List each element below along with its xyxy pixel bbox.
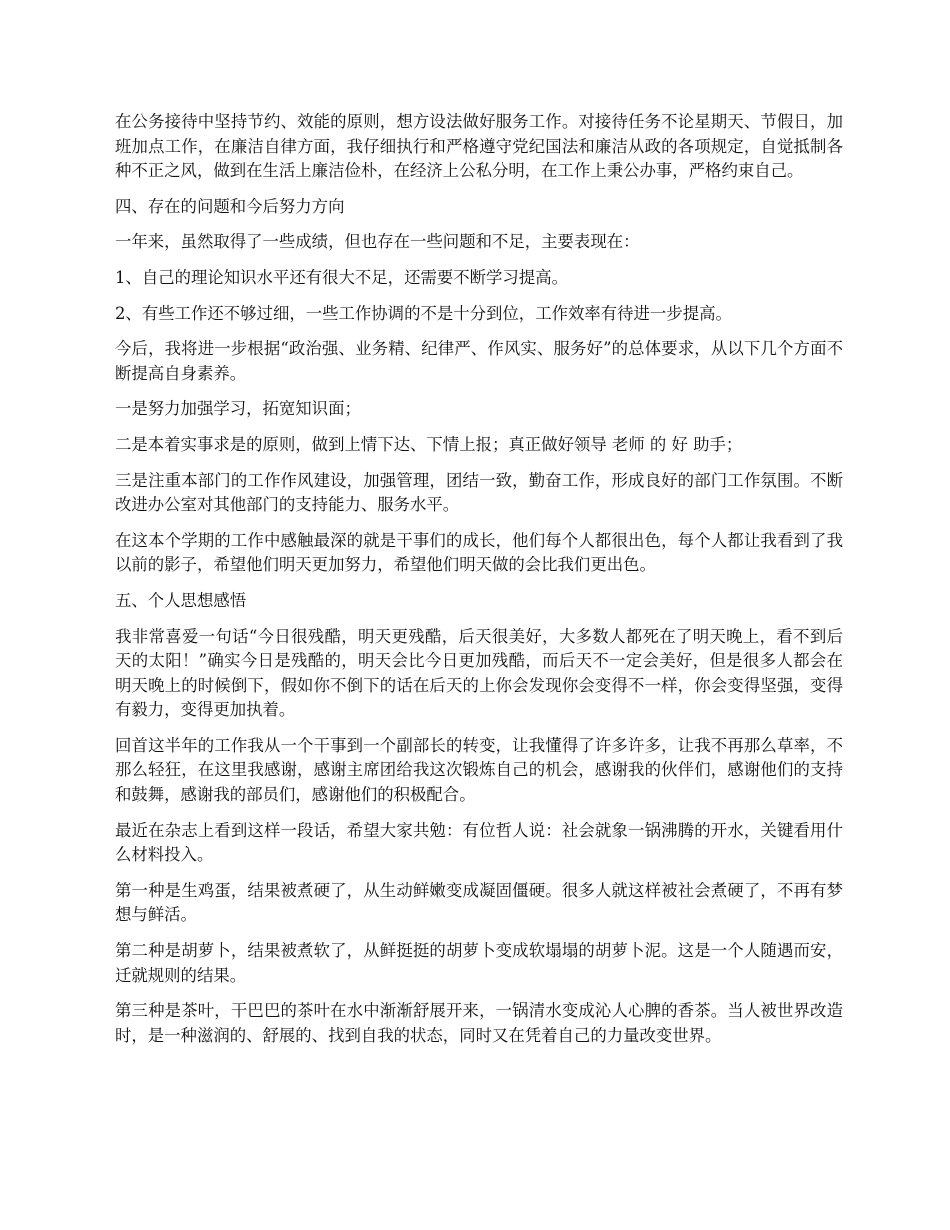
list-item-problem-2: 2、有些工作还不够过细，一些工作协调的不是十分到位，工作效率有待进一步提高。 — [115, 303, 732, 323]
section-heading-reflection: 五、个人思想感悟 — [115, 590, 247, 610]
paragraph-favorite-quote: 我非常喜爱一句话“今日很残酷，明天更残酷，后天很美好，大多数人都死在了明天晚上，看不到后天的太阳！”确实今日是残酷的，明天会比今日更加残酷，而后天不一定会美好，但是很多人都会在明天晚上的时候倒下，假如你不倒下的话在后天的上你会发现你会变得不一样，你会变得坚强，变得有毅力，变得更加执着。 — [115, 626, 843, 720]
list-item-plan-1: 一是努力加强学习，拓宽知识面； — [115, 399, 361, 419]
paragraph-staff-growth: 在这本个学期的工作中感触最深的就是干事们的成长，他们每个人都很出色，每个人都让我看到了我以前的影子，希望他们明天更加努力，希望他们明天做的会比我们更出色。 — [115, 530, 843, 575]
section-heading-problems: 四、存在的问题和今后努力方向 — [115, 196, 345, 216]
list-item-problem-1: 1、自己的理论知识水平还有很大不足，还需要不断学习提高。 — [115, 267, 568, 287]
paragraph-reception-integrity: 在公务接待中坚持节约、效能的原则，想方设法做好服务工作。对接待任务不论星期天、节假日，加班加点工作，在廉洁自律方面，我仔细执行和严格遵守党纪国法和廉洁从政的各项规定，自觉抵制各种不正之风，做到在生活上廉洁俭朴，在经济上公私分明，在工作上秉公办事，严格约束自己。 — [115, 112, 843, 181]
document-body — [115, 110, 843, 1059]
paragraph-future-plan: 今后，我将进一步根据“政治强、业务精、纪律严、作风实、服务好”的总体要求，从以下几个方面不断提高自身素养。 — [115, 339, 843, 383]
list-item-plan-2: 二是本着实事求是的原则，做到上情下达、下情上报；真正做好领导 老师 的 好 助手； — [115, 434, 743, 454]
paragraph-egg: 第一种是生鸡蛋，结果被煮硬了，从生动鲜嫩变成凝固僵硬。很多人就这样被社会煮硬了，不再有梦想与鲜活。 — [115, 880, 843, 925]
paragraph-problems-intro: 一年来，虽然取得了一些成绩，但也存在一些问题和不足，主要表现在： — [115, 232, 640, 252]
paragraph-carrot: 第二种是胡萝卜，结果被煮软了，从鲜挺挺的胡萝卜变成软塌塌的胡萝卜泥。这是一个人随遇而安，迁就规则的结果。 — [115, 941, 843, 985]
paragraph-tea: 第三种是茶叶，干巴巴的茶叶在水中渐渐舒展开来，一锅清水变成沁人心脾的香茶。当人被世界改造时，是一种滋润的、舒展的、找到自我的状态，同时又在凭着自己的力量改变世界。 — [115, 1001, 843, 1045]
paragraph-magazine-quote: 最近在杂志上看到这样一段话，希望大家共勉：有位哲人说：社会就象一锅沸腾的开水，关键看用什么材料投入。 — [115, 820, 843, 865]
list-item-plan-3: 三是注重本部门的工作作风建设，加强管理，团结一致，勤奋工作，形成良好的部门工作氛围。不断改进办公室对其他部门的支持能力、服务水平。 — [115, 470, 843, 515]
paragraph-gratitude: 回首这半年的工作我从一个干事到一个副部长的转变，让我懂得了许多许多，让我不再那么草率，不那么轻狂，在这里我感谢，感谢主席团给我这次锻炼自己的机会，感谢我的伙伴们，感谢他们的支持和鼓舞，感谢我的部员们，感谢他们的积极配合。 — [115, 735, 843, 805]
